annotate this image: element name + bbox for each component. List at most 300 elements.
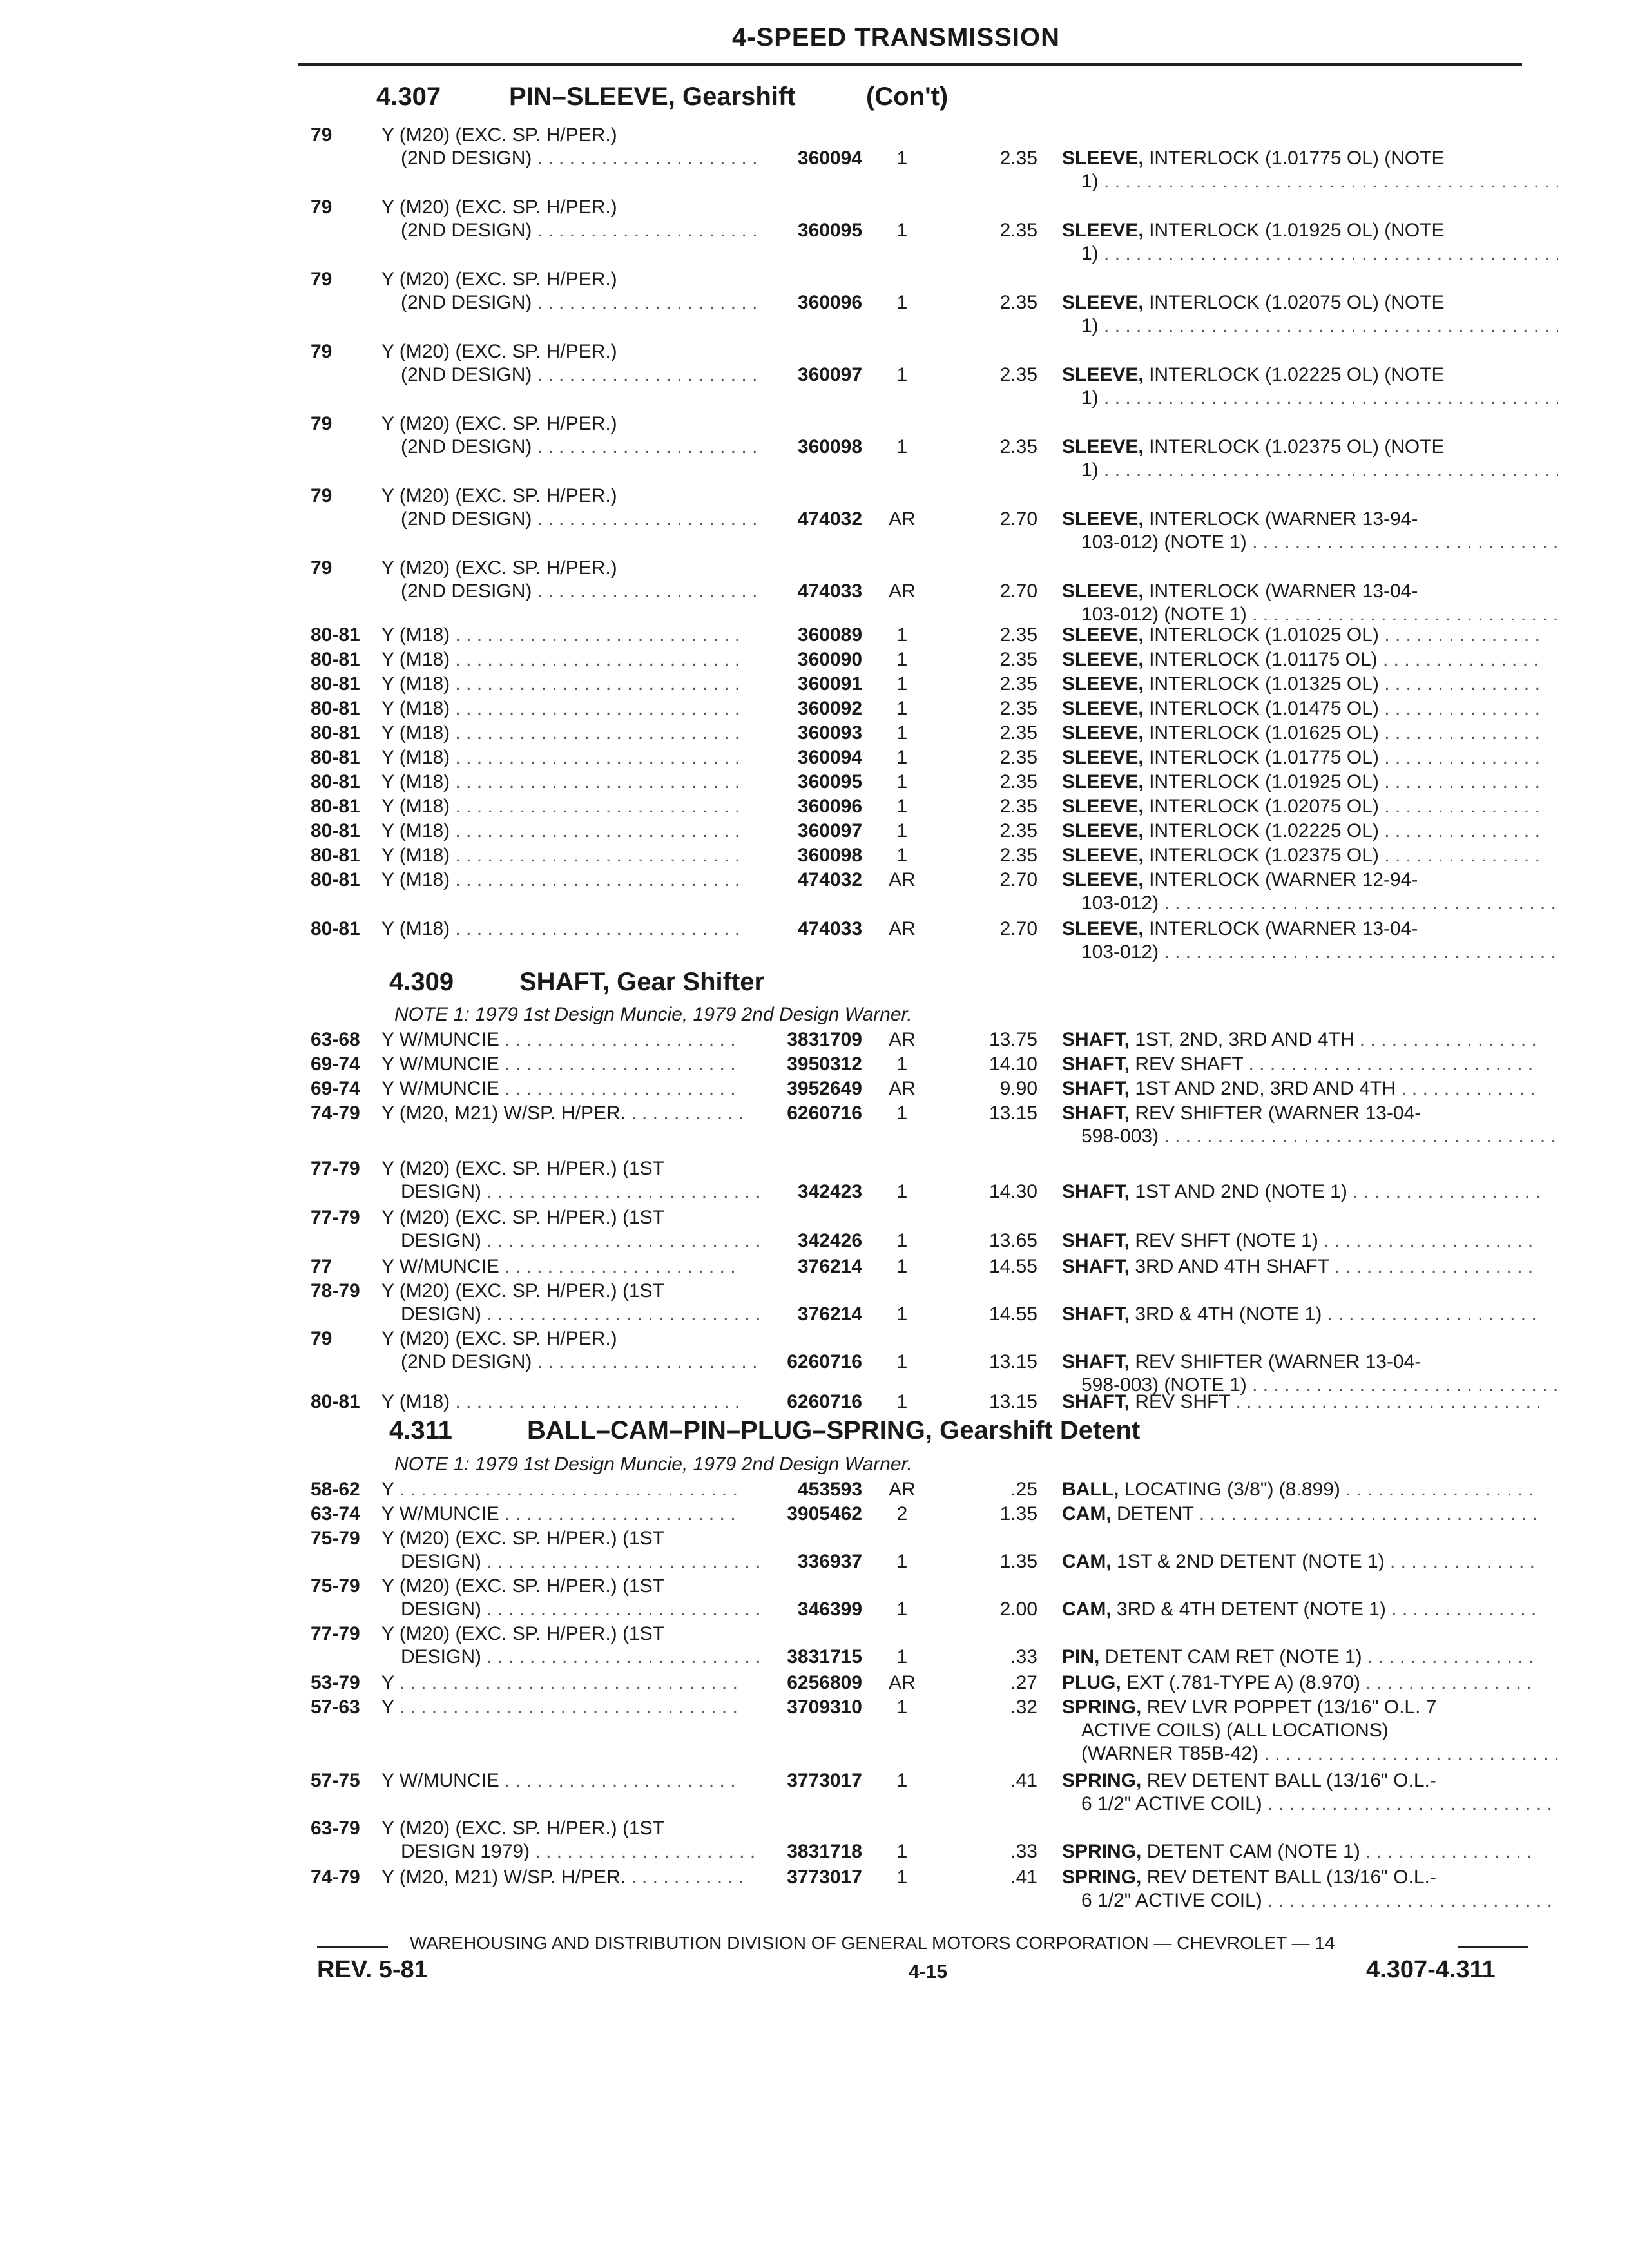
description-text: 1) [1081,459,1099,481]
part-row [0,1866,1547,1915]
application: Y (M20) (EXC. SP. H/PER.) [381,269,617,290]
description-line [1062,1077,1539,1100]
description-line [1062,459,1558,482]
part-row [0,1390,1547,1416]
application: Y W/MUNCIE . . . [381,1077,742,1100]
description-text: REV SHIFTER (WARNER 13-04- [1135,1102,1422,1124]
application: Y (M18) . . . [381,722,742,745]
part-row [0,1157,1547,1206]
part-number: 360092 [797,698,862,719]
description-line [1062,387,1558,410]
model-years: 79 [311,124,333,146]
description-text: REV LVR POPPET (13/16" O.L. 7 [1146,1696,1437,1718]
description-line [1062,746,1539,769]
model-years: 75-79 [311,1528,360,1549]
part-row [0,1255,1547,1281]
part-row [0,648,1547,674]
description-noun: SLEEVE, [1062,796,1144,817]
footer-section-range: 4.307-4.311 [1366,1956,1496,1983]
description-noun: SHAFT, [1062,1102,1130,1124]
quantity: 1 [896,1696,908,1718]
description-line [1062,1889,1558,1912]
description-text: 6 1/2" ACTIVE COIL) [1081,1890,1262,1911]
description-line [1062,314,1558,338]
application: DESIGN 1979) . . . [381,1840,762,1863]
description-text: INTERLOCK (WARNER 13-94- [1149,508,1418,530]
part-number: 360097 [797,820,862,841]
application: DESIGN) . . . [381,1550,762,1573]
part-row [0,918,1547,966]
quantity: 1 [896,1770,908,1791]
description-line [1062,147,1539,170]
part-row [0,1769,1547,1818]
description-text: INTERLOCK (1.02375 OL) [1149,845,1379,866]
price: 2.35 [999,436,1037,457]
quantity: 1 [896,1181,908,1202]
price: 2.35 [999,624,1037,646]
description-line [1062,1671,1539,1695]
quantity: 1 [896,1256,908,1277]
description-noun: SLEEVE, [1062,649,1144,670]
description-noun: SPRING, [1062,1770,1142,1791]
application: (2ND DESIGN) . . . [381,291,762,314]
description-line [1062,170,1558,193]
quantity: 1 [896,747,908,768]
quantity: 1 [896,820,908,841]
quantity: AR [889,1672,916,1693]
description-line [1062,1390,1539,1414]
quantity: 2 [896,1503,908,1524]
part-number: 360098 [797,436,862,457]
description-noun: SLEEVE, [1062,508,1144,530]
application: Y (M18) . . . [381,697,742,720]
price: .41 [1010,1770,1037,1791]
application: Y (M18) . . . [381,844,742,867]
price: .41 [1010,1867,1037,1888]
part-row [0,1028,1547,1054]
description-line [1062,1255,1539,1278]
description-line [1062,436,1539,459]
description-text: 103-012) (NOTE 1) [1081,604,1247,625]
description-noun: SHAFT, [1062,1230,1130,1251]
description-noun: CAM, [1062,1599,1112,1620]
application: Y (M20) (EXC. SP. H/PER.) (1ST [381,1623,664,1644]
description-noun: SLEEVE, [1062,581,1144,602]
model-years: 74-79 [311,1867,360,1888]
application: Y (M18) . . . [381,648,742,671]
part-row [0,771,1547,796]
description-line [1062,697,1539,720]
description-line [1062,1866,1539,1889]
quantity: 1 [896,624,908,646]
quantity: 1 [896,722,908,744]
quantity: 1 [896,148,908,169]
part-row [0,1575,1547,1624]
application: Y (M20) (EXC. SP. H/PER.) (1ST [381,1158,664,1179]
description-line [1062,531,1558,554]
price: 14.30 [988,1181,1037,1202]
description-text: REV DETENT BALL (13/16" O.L.- [1146,1770,1436,1791]
application: Y (M20) (EXC. SP. H/PER.) [381,557,617,579]
description-line [1062,918,1539,941]
description-line [1062,603,1558,626]
quantity: 1 [896,698,908,719]
description-noun: SLEEVE, [1062,436,1144,457]
model-years: 78-79 [311,1280,360,1302]
description-line [1062,892,1558,915]
model-years: 80-81 [311,747,360,768]
part-row [0,1527,1547,1576]
quantity: 1 [896,771,908,793]
description-line [1062,1840,1539,1863]
section-note: NOTE 1: 1979 1st Design Muncie, 1979 2nd Design Warner. [394,1004,912,1025]
part-row [0,485,1547,553]
model-years: 63-79 [311,1818,360,1839]
price: 2.35 [999,698,1037,719]
application: Y (M20) (EXC. SP. H/PER.) [381,124,617,146]
description-text: INTERLOCK (1.02075 OL) [1149,796,1379,817]
description-text: DETENT [1117,1503,1194,1524]
part-row [0,196,1547,264]
description-noun: SPRING, [1062,1867,1142,1888]
part-row [0,673,1547,698]
description-line [1062,1180,1539,1204]
part-number: 342423 [797,1181,862,1202]
application: Y (M20) (EXC. SP. H/PER.) [381,413,617,434]
description-text: DETENT CAM RET (NOTE 1) [1104,1646,1362,1667]
application: (2ND DESIGN) . . . [381,580,762,603]
part-row [0,268,1547,336]
price: 13.15 [988,1351,1037,1372]
description-text: ACTIVE COILS) (ALL LOCATIONS) [1081,1720,1389,1741]
model-years: 63-74 [311,1503,360,1524]
description-text: REV DETENT BALL (13/16" O.L.- [1146,1867,1436,1888]
description-noun: SHAFT, [1062,1391,1130,1412]
description-line [1062,820,1539,843]
description-line [1062,648,1539,671]
description-line [1062,508,1539,531]
description-text: REV SHFT [1135,1391,1231,1412]
price: 13.15 [988,1102,1037,1124]
description-text: 3RD & 4TH (NOTE 1) [1135,1303,1322,1325]
model-years: 69-74 [311,1078,360,1099]
part-row [0,412,1547,481]
description-text: INTERLOCK (1.01625 OL) [1149,722,1379,744]
quantity: AR [889,918,916,939]
description-text: 1) [1081,171,1099,192]
description-text: INTERLOCK (WARNER 13-04- [1149,918,1418,939]
model-years: 80-81 [311,624,360,646]
description-line [1062,1028,1539,1052]
application: Y (M20) (EXC. SP. H/PER.) [381,485,617,506]
description-text: INTERLOCK (1.02225 OL) (NOTE [1149,364,1445,385]
application: (2ND DESIGN) . . . [381,147,762,170]
price: 1.35 [999,1551,1037,1572]
quantity: AR [889,1479,916,1500]
price: 2.35 [999,292,1037,313]
model-years: 63-68 [311,1029,360,1050]
model-years: 80-81 [311,649,360,670]
part-number: 3831718 [787,1841,862,1862]
description-text: INTERLOCK (1.01175 OL) [1149,649,1378,670]
part-row [0,340,1547,408]
price: 2.35 [999,820,1037,841]
quantity: 1 [896,364,908,385]
application: Y (M20) (EXC. SP. H/PER.) (1ST [381,1575,664,1597]
description-text: 3RD & 4TH DETENT (NOTE 1) [1117,1599,1386,1620]
model-years: 80-81 [311,722,360,744]
description-line [1062,795,1539,818]
price: 13.15 [988,1391,1037,1412]
part-row [0,1280,1547,1329]
part-number: 6256809 [787,1672,862,1693]
description-line [1062,1053,1539,1076]
part-number: 3709310 [787,1696,862,1718]
quantity: 1 [896,1599,908,1620]
model-years: 80-81 [311,869,360,890]
model-years: 79 [311,341,333,362]
model-years: 80-81 [311,771,360,793]
description-noun: CAM, [1062,1551,1112,1572]
model-years: 57-75 [311,1770,360,1791]
part-row [0,820,1547,845]
description-noun: SLEEVE, [1062,820,1144,841]
part-row [0,722,1547,747]
price: 2.35 [999,771,1037,793]
quantity: 1 [896,436,908,457]
application: Y (M18) . . . [381,771,742,794]
model-years: 79 [311,557,333,579]
application: DESIGN) . . . [381,1180,762,1204]
quantity: 1 [896,649,908,670]
description-text: INTERLOCK (1.02075 OL) (NOTE [1149,292,1445,313]
description-text: 598-003) (NOTE 1) [1081,1374,1247,1396]
price: 2.35 [999,220,1037,241]
part-row [0,746,1547,772]
description-noun: SLEEVE, [1062,624,1144,646]
application: Y W/MUNCIE . . . [381,1503,742,1526]
part-number: 360098 [797,845,862,866]
description-text: INTERLOCK (WARNER 13-04- [1149,581,1418,602]
part-row [0,1696,1547,1768]
model-years: 80-81 [311,845,360,866]
page-header-title: 4-SPEED TRANSMISSION [732,23,1060,52]
description-noun: SLEEVE, [1062,722,1144,744]
footer-rule-right [1458,1946,1528,1948]
part-number: 376214 [797,1256,862,1277]
description-text: LOCATING (3/8") (8.899) [1124,1479,1340,1500]
price: .25 [1010,1479,1037,1500]
part-number: 474033 [797,918,862,939]
description-line [1062,624,1539,647]
description-text: 1ST, 2ND, 3RD AND 4TH [1135,1029,1354,1050]
description-noun: SHAFT, [1062,1181,1130,1202]
part-number: 360096 [797,796,862,817]
description-line [1062,869,1539,892]
description-noun: PLUG, [1062,1672,1121,1693]
part-row [0,1671,1547,1697]
footer-rev: REV. 5-81 [317,1956,428,1983]
description-text: EXT (.781-TYPE A) (8.970) [1126,1672,1360,1693]
part-number: 360091 [797,673,862,695]
section-number: 4.309 [389,968,454,996]
quantity: 1 [896,1841,908,1862]
quantity: 1 [896,1391,908,1412]
description-noun: SLEEVE, [1062,220,1144,241]
price: 14.55 [988,1303,1037,1325]
application: Y W/MUNCIE . . . [381,1255,742,1278]
part-number: 336937 [797,1551,862,1572]
application: Y . . . [381,1478,742,1501]
description-noun: CAM, [1062,1503,1112,1524]
description-line [1062,1503,1539,1526]
description-line [1062,1646,1539,1669]
part-number: 360095 [797,220,862,241]
part-number: 346399 [797,1599,862,1620]
price: 2.35 [999,747,1037,768]
description-text: 1ST AND 2ND (NOTE 1) [1135,1181,1347,1202]
description-noun: SPRING, [1062,1841,1142,1862]
price: .33 [1010,1841,1037,1862]
part-number: 6260716 [787,1102,862,1124]
model-years: 80-81 [311,918,360,939]
part-number: 360096 [797,292,862,313]
price: 14.55 [988,1256,1037,1277]
model-years: 80-81 [311,698,360,719]
description-text: REV SHAFT [1135,1053,1244,1075]
part-number: 360090 [797,649,862,670]
model-years: 74-79 [311,1102,360,1124]
model-years: 79 [311,269,333,290]
price: 1.35 [999,1503,1037,1524]
description-noun: SLEEVE, [1062,869,1144,890]
quantity: 1 [896,1102,908,1124]
application: Y (M20) (EXC. SP. H/PER.) (1ST [381,1818,664,1839]
part-row [0,1622,1547,1671]
part-row [0,1817,1547,1866]
description-line [1062,673,1539,696]
price: 2.70 [999,508,1037,530]
application: Y (M18) . . . [381,673,742,696]
description-noun: SLEEVE, [1062,364,1144,385]
quantity: 1 [896,1351,908,1372]
description-text: 3RD AND 4TH SHAFT [1135,1256,1329,1277]
description-line [1062,1742,1558,1765]
quantity: 1 [896,1646,908,1667]
part-number: 453593 [797,1479,862,1500]
description-noun: SLEEVE, [1062,148,1144,169]
description-line [1062,1125,1558,1148]
application: Y W/MUNCIE . . . [381,1053,742,1076]
application: Y (M20) (EXC. SP. H/PER.) (1ST [381,1280,664,1302]
application: (2ND DESIGN) . . . [381,363,762,387]
price: 13.65 [988,1230,1037,1251]
application: Y (M20) (EXC. SP. H/PER.) (1ST [381,1528,664,1549]
part-number: 474033 [797,581,862,602]
model-years: 79 [311,413,333,434]
price: 2.70 [999,869,1037,890]
price: 2.70 [999,918,1037,939]
part-number: 360089 [797,624,862,646]
price: 2.35 [999,845,1037,866]
description-text: 103-012) [1081,892,1159,914]
part-row [0,795,1547,821]
model-years: 53-79 [311,1672,360,1693]
part-row [0,124,1547,192]
price: .33 [1010,1646,1037,1667]
price: 2.00 [999,1599,1037,1620]
model-years: 77-79 [311,1207,360,1228]
application: Y W/MUNCIE . . . [381,1769,742,1792]
description-noun: SLEEVE, [1062,292,1144,313]
part-number: 3952649 [787,1078,862,1099]
application: Y (M20, M21) W/SP. H/PER. . . . [381,1866,742,1889]
application: Y (M20) (EXC. SP. H/PER.) [381,197,617,218]
price: 2.35 [999,649,1037,670]
description-line [1062,1696,1539,1719]
part-number: 3950312 [787,1053,862,1075]
description-text: INTERLOCK (1.01925 OL) [1149,771,1379,793]
model-years: 80-81 [311,673,360,695]
description-line [1062,1350,1539,1374]
footer-page-number: 4-15 [909,1961,948,1983]
model-years: 77-79 [311,1623,360,1644]
quantity: AR [889,508,916,530]
description-noun: BALL, [1062,1479,1119,1500]
model-years: 80-81 [311,1391,360,1412]
description-text: DETENT CAM (NOTE 1) [1146,1841,1360,1862]
part-row [0,624,1547,649]
model-years: 77 [311,1256,333,1277]
description-text: 1ST AND 2ND, 3RD AND 4TH [1135,1078,1396,1099]
quantity: 1 [896,1230,908,1251]
application: DESIGN) . . . [381,1598,762,1621]
quantity: AR [889,1078,916,1099]
part-number: 360095 [797,771,862,793]
section-continued-label: (Con't) [866,82,949,111]
application: Y (M18) . . . [381,795,742,818]
model-years: 69-74 [311,1053,360,1075]
application: (2ND DESIGN) . . . [381,436,762,459]
part-row [0,1102,1547,1151]
price: 2.35 [999,673,1037,695]
description-text: 1ST & 2ND DETENT (NOTE 1) [1117,1551,1385,1572]
footer-division: WAREHOUSING AND DISTRIBUTION DIVISION OF GENERAL MOTORS CORPORATION — CHEVROLET — 14 [410,1933,1335,1953]
section-title: BALL–CAM–PIN–PLUG–SPRING, Gearshift Detent [527,1416,1141,1445]
model-years: 80-81 [311,820,360,841]
model-years: 75-79 [311,1575,360,1597]
application: Y . . . [381,1671,742,1695]
description-line [1062,844,1539,867]
description-line [1062,363,1539,387]
description-text: REV SHIFTER (WARNER 13-04- [1135,1351,1422,1372]
description-noun: SHAFT, [1062,1351,1130,1372]
description-noun: SHAFT, [1062,1256,1130,1277]
part-row [0,844,1547,870]
price: 13.75 [988,1029,1037,1050]
description-text: 103-012) (NOTE 1) [1081,532,1247,553]
part-number: 3773017 [787,1867,862,1888]
description-noun: SLEEVE, [1062,918,1144,939]
description-line [1062,242,1558,265]
model-years: 58-62 [311,1479,360,1500]
part-number: 3773017 [787,1770,862,1791]
application: (2ND DESIGN) . . . [381,1350,762,1374]
price: 2.35 [999,148,1037,169]
part-number: 360097 [797,364,862,385]
part-number: 474032 [797,508,862,530]
description-line [1062,941,1558,964]
